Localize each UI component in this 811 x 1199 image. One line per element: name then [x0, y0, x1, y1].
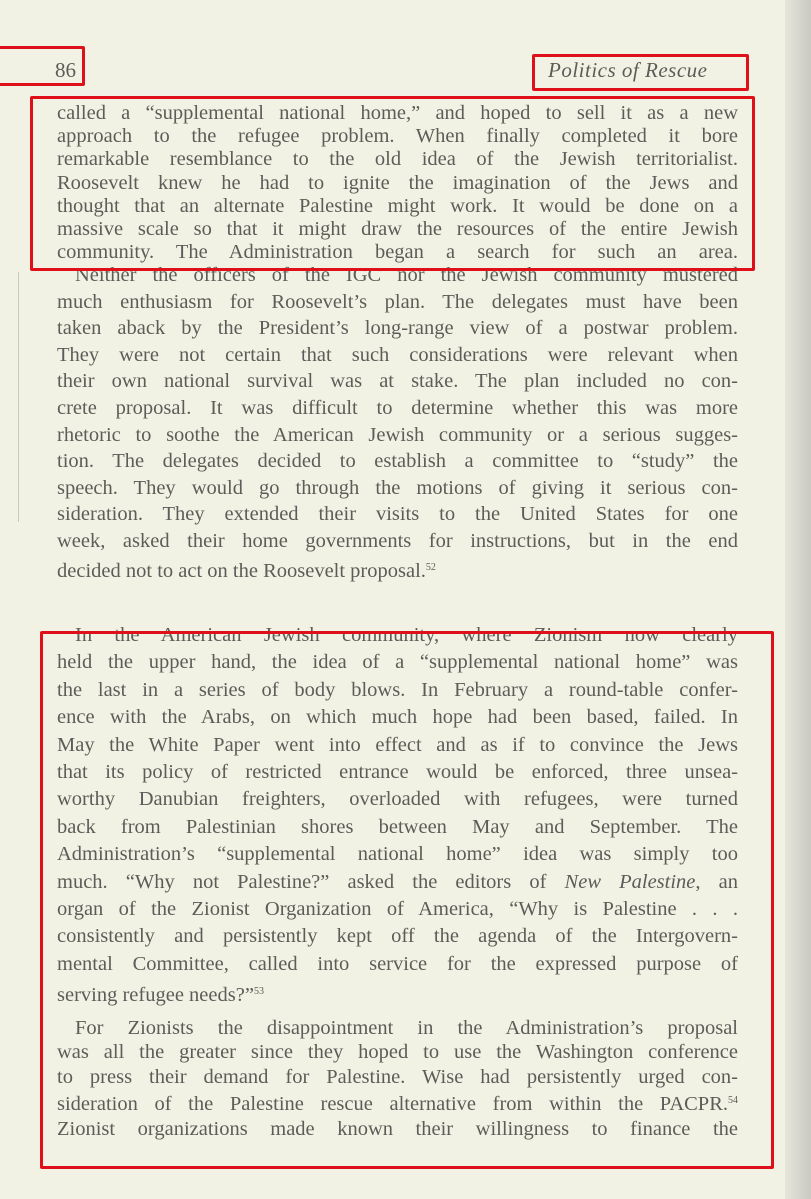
- line-text: In the American Jewish community, where Zionism now clearly: [75, 624, 738, 646]
- line-text: much enthusiasm for Roosevelt’s plan. The delegates must have been: [57, 290, 738, 313]
- line-text: thought that an alternate Palestine might work. It would be done on a: [57, 194, 738, 217]
- text-line: [57, 528, 738, 555]
- footnote-ref[interactable]: 53: [253, 986, 264, 998]
- highlight-box-first-paragraph: [30, 96, 755, 271]
- line-text: that its policy of restricted entrance would be enforced, three unsea-: [57, 761, 738, 784]
- line-text: back from Palestinian shores between May and September. The: [57, 815, 738, 838]
- text-line: [57, 342, 738, 369]
- line-text: rhetoric to soothe the American Jewish community or a serious sugges-: [57, 423, 738, 446]
- line-text: Neither the officers of the IGC nor the Jewish community mustered: [75, 264, 738, 286]
- line-text: Zionist organizations made known their willingness to finance the: [57, 1117, 738, 1140]
- line-text: tion. The delegates decided to establish a committee to “study” the: [57, 450, 738, 473]
- text-line: [57, 289, 738, 316]
- line-text: week, asked their home governments for instructions, but in the end: [57, 529, 738, 552]
- text-line: [57, 395, 738, 422]
- line-text: massive scale so that it might draw the resources of the entire Jewish: [57, 218, 738, 241]
- line-text: mental Committee, called into service for the expressed purpose of: [57, 952, 738, 975]
- text-line: [57, 501, 738, 528]
- text-line: [57, 475, 738, 502]
- text-line: [57, 448, 738, 475]
- line-text: serving refugee needs?”: [57, 984, 254, 1007]
- text-line: [57, 555, 738, 585]
- line-text: speech. They would go through the motions of giving it serious con-: [57, 476, 738, 499]
- line-text: crete proposal. It was difficult to determine whether this was more: [57, 396, 738, 419]
- line-text: their own national survival was at stake. The plan included no con-: [57, 370, 738, 393]
- line-text: to press their demand for Palestine. Wise had persistently urged con-: [57, 1065, 738, 1088]
- line-text: held the upper hand, the idea of a “supplemental national home” was: [57, 651, 738, 674]
- publication-title: New Palestine: [564, 870, 696, 893]
- line-text: the last in a series of body blows. In February a round-table confer-: [57, 678, 738, 701]
- highlight-box-page-number: [0, 46, 85, 86]
- line-text: worthy Danubian freighters, overloaded with refugees, were turned: [57, 788, 738, 811]
- line-text: ence with the Arabs, on which much hope had been based, failed. In: [57, 706, 738, 729]
- line-text: For Zionists the disappointment in the Administration’s proposal: [75, 1017, 738, 1039]
- line-text: approach to the refugee problem. When finally completed it bore: [57, 125, 738, 148]
- line-text: May the White Paper went into effect and as if to convince the Jews: [57, 733, 738, 756]
- text-line: [57, 315, 738, 342]
- line-text: sideration. They extended their visits to the United States for one: [57, 503, 738, 526]
- page-gutter-shadow: [785, 0, 811, 1199]
- line-text: Roosevelt knew he had to ignite the imagination of the Jews and: [57, 171, 738, 194]
- footnote-ref[interactable]: 52: [425, 561, 436, 573]
- line-text: consistently and persistently kept off the agenda of the Intergovern-: [57, 925, 738, 948]
- highlight-box-running-title: [532, 54, 749, 91]
- page-number: 86: [55, 58, 76, 82]
- line-text: remarkable resemblance to the old idea of the Jewish territorialist.: [57, 148, 738, 171]
- line-text: sideration of the Palestine rescue alternative from within the PACPR.: [57, 1093, 728, 1116]
- line-text: much. “Why not Palestine?” asked the editors of: [57, 870, 565, 893]
- footnote-ref[interactable]: 54: [728, 1095, 738, 1107]
- line-text: called a “supplemental national home,” and hoped to sell it as a new: [57, 102, 738, 124]
- text-line: [57, 422, 738, 449]
- line-text: organ of the Zionist Organization of America, “Why is Palestine . . .: [57, 898, 738, 921]
- line-text: , an: [695, 870, 738, 893]
- line-text: decided not to act on the Roosevelt proposal.: [57, 559, 426, 582]
- line-text: They were not certain that such considerations were relevant when: [57, 343, 738, 366]
- highlight-box-lower-paragraphs: [40, 631, 774, 1169]
- running-title: Politics of Rescue: [548, 58, 708, 82]
- line-text: taken aback by the President’s long-range view of a postwar problem.: [57, 317, 738, 340]
- margin-mark: [18, 272, 27, 522]
- paragraph-neither: [57, 262, 738, 584]
- text-line: [57, 368, 738, 395]
- line-text: Administration’s “supplemental national home” idea was simply too: [57, 843, 738, 866]
- line-text: was all the greater since they hoped to use the Washington conference: [57, 1041, 738, 1064]
- line-text: community. The Administration began a search for such an area.: [57, 241, 738, 264]
